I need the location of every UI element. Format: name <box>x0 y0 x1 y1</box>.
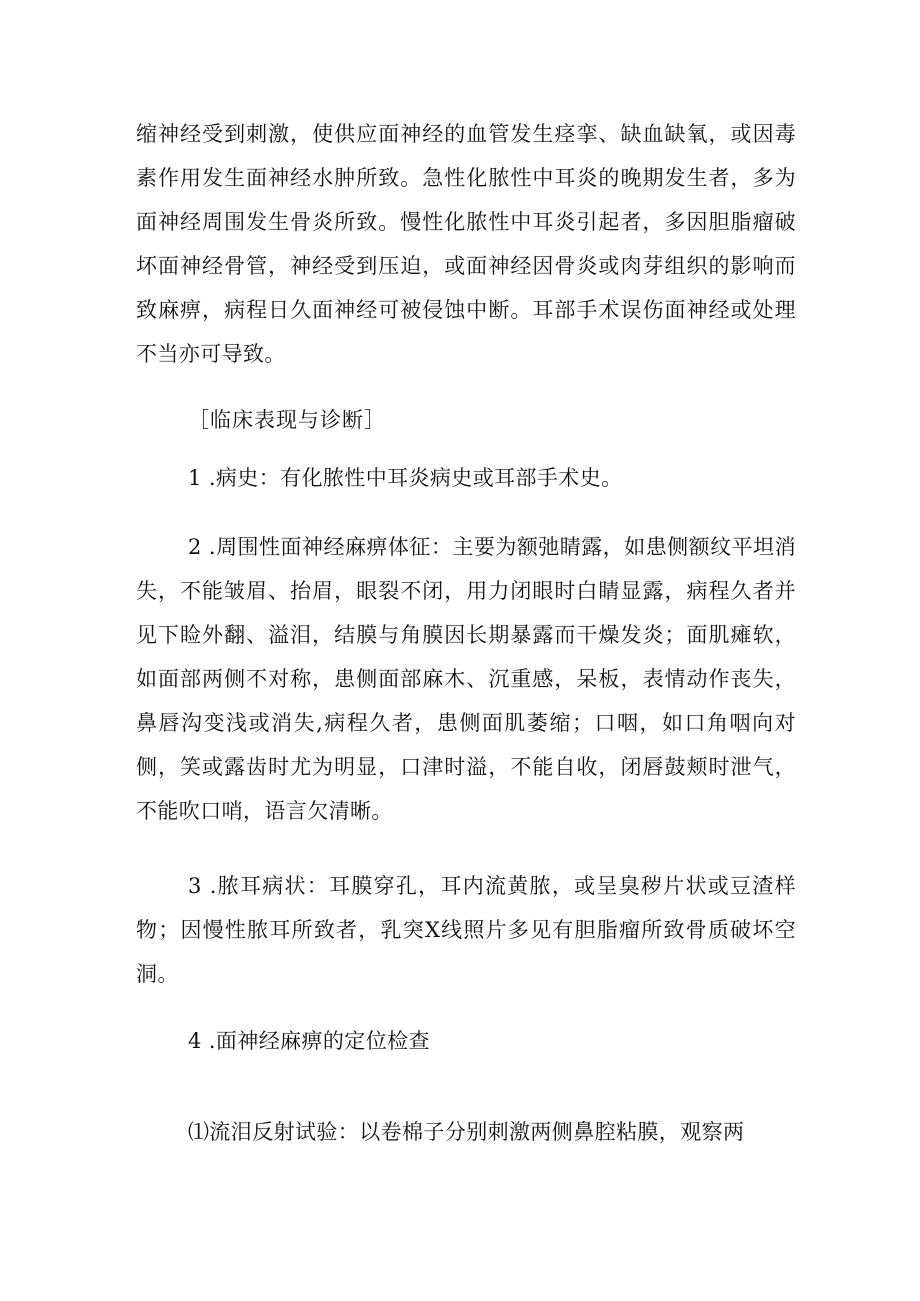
paragraph-history: 1 .病史：有化脓性中耳炎病史或耳部手术史。 <box>188 466 623 490</box>
paragraph-peripheral-facial-palsy-signs: 2 .周围性面神经麻痹体征：主要为额弛睛露，如患侧额纹平坦消失，不能皱眉、抬眉，眼裂不闭，用力闭眼时白睛显露，病程久者并见下睑外翻、溢泪，结膜与角膜因长期暴露而干燥发炎；面肌瘫软，如面部两侧不对称，患侧面部麻木、沉重感，呆板，表情动作丧失，鼻唇沟变浅或消失,病程久者，患侧面肌萎缩；口咽，如口角咽向对侧，笑或露齿时尤为明显，口津时溢，不能自收，闭唇鼓颊时泄气，不能吹口哨，语言欠清晰。 <box>136 535 796 823</box>
paragraph-etiology: 缩神经受到刺激，使供应面神经的血管发生痉挛、缺血缺氧，或因毒素作用发生面神经水肿所致。急性化脓性中耳炎的晚期发生者，多为面神经周围发生骨炎所致。慢性化脓性中耳炎引起者，多因胆脂瘤破坏面神经骨管，神经受到压迫，或面神经因骨炎或肉芽组织的影响而致麻痹，病程日久面神经可被侵蚀中断。耳部手术误伤面神经或处理不当亦可导致。 <box>136 122 796 366</box>
paragraph-suppurative-ear-symptoms: 3 .脓耳病状：耳膜穿孔，耳内流黄脓，或呈臭秽片状或豆渣样物；因慢性脓耳所致者，乳突X线照片多见有胆脂瘤所致骨质破坏空洞。 <box>136 874 796 986</box>
paragraph-localization-test: 4 .面神经麻痹的定位检查 <box>188 1029 430 1053</box>
paragraph-tear-reflex-test: ⑴流泪反射试验：以卷棉子分别刺激两侧鼻腔粘膜，观察两 <box>188 1120 745 1144</box>
section-heading-clinical-diagnosis: ［临床表现与诊断］ <box>188 408 386 432</box>
